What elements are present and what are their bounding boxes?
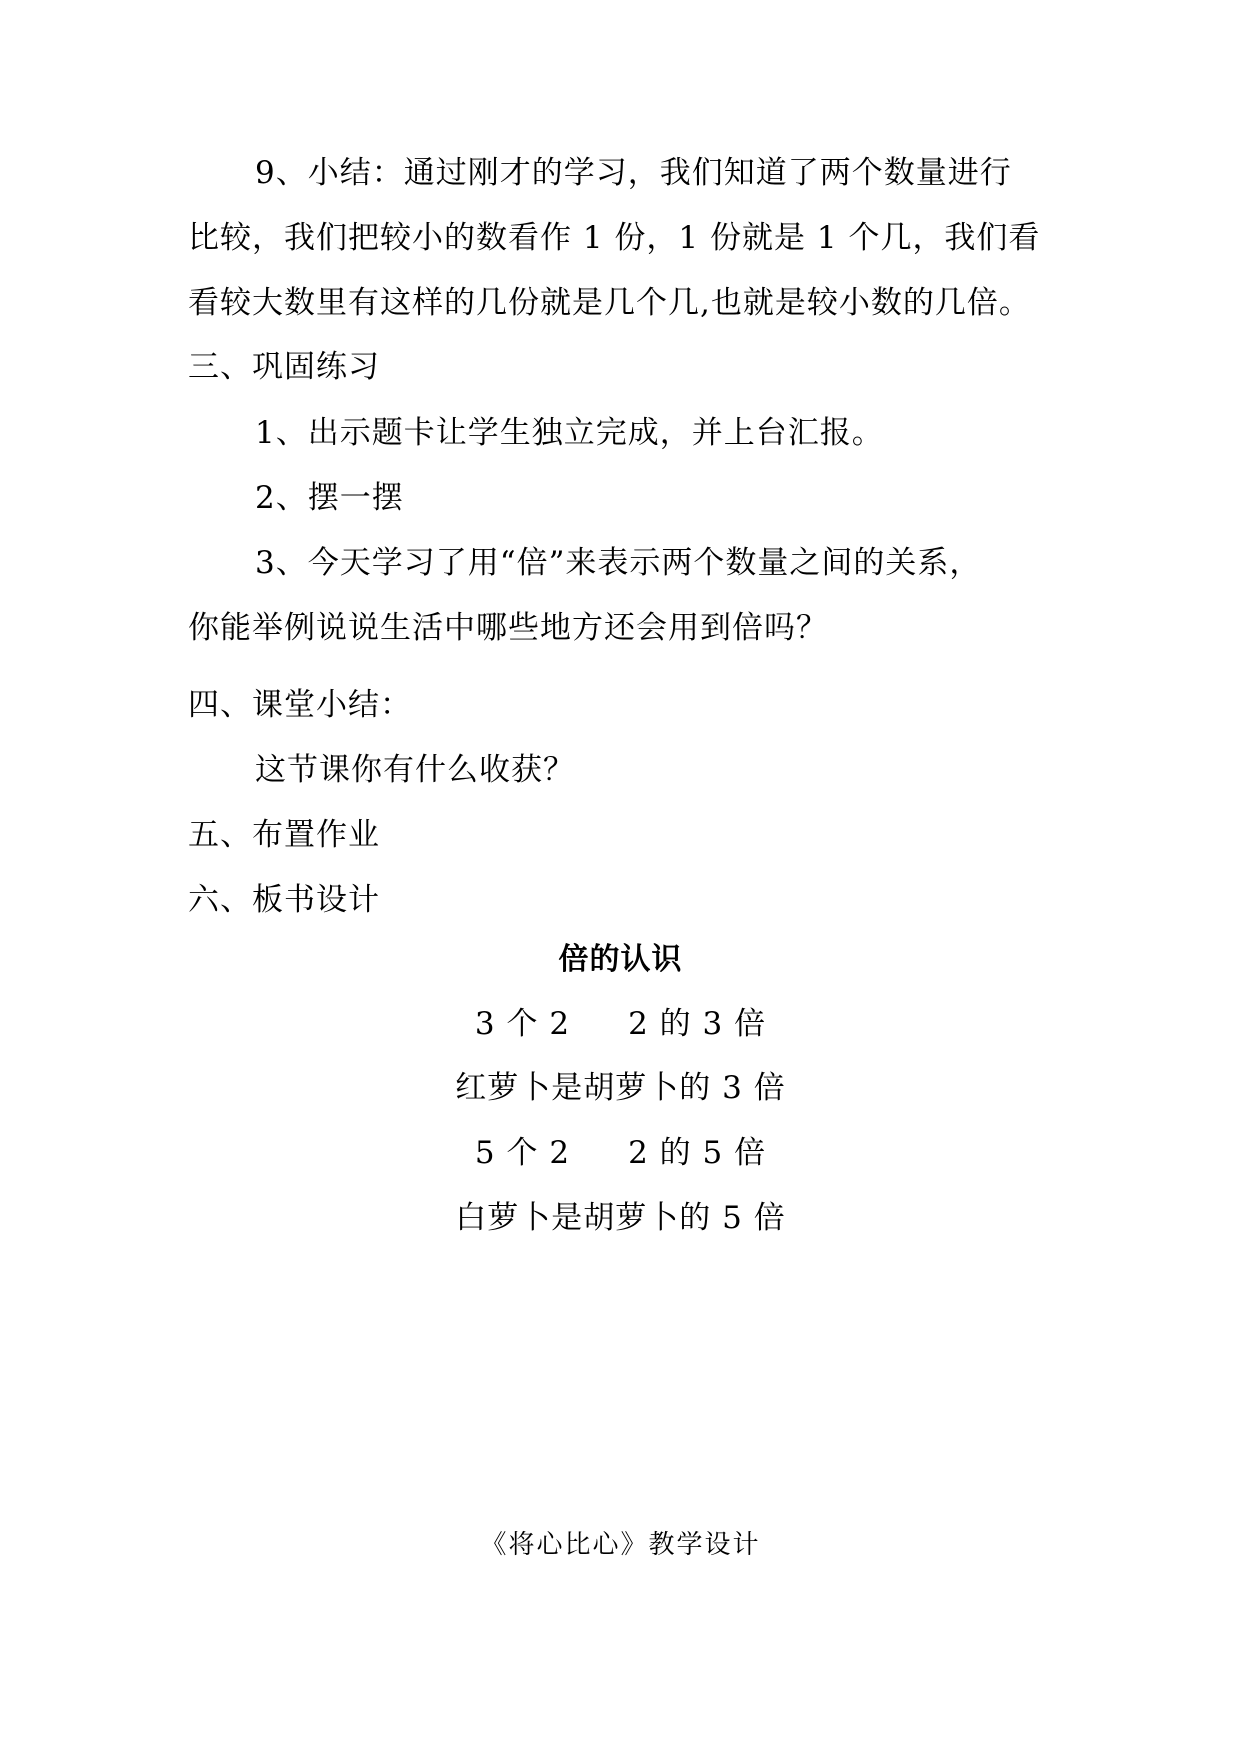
practice-item-2: 2、摆一摆: [255, 480, 404, 516]
board-row-4: 白萝卜是胡萝卜的 5 倍: [455, 1200, 786, 1236]
board-row-2: 红萝卜是胡萝卜的 3 倍: [455, 1070, 786, 1106]
section-3-heading: 三、巩固练习: [188, 349, 380, 385]
section-5-heading: 五、布置作业: [188, 817, 380, 853]
page-footer: 《将心比心》教学设计: [480, 1530, 761, 1560]
practice-item-3-line-1: 3、今天学习了用“倍”来表示两个数量之间的关系，: [255, 545, 982, 581]
board-row-1-right: 2 的 3 倍: [628, 1006, 767, 1042]
practice-item-3-line-2: 你能举例说说生活中哪些地方还会用到倍吗？: [188, 610, 828, 646]
board-row-3: [0, 1133, 1241, 1173]
board-row-1-left: 3 个 2: [474, 1006, 571, 1042]
summary-line-1: 9、小结：通过刚才的学习，我们知道了两个数量进行: [255, 155, 1012, 191]
board-row-3-right: 2 的 5 倍: [628, 1135, 767, 1171]
section-4-heading: 四、课堂小结：: [188, 687, 412, 723]
section-6-heading: 六、板书设计: [188, 882, 380, 918]
board-title: 倍的认识: [558, 942, 683, 977]
practice-item-1: 1、出示题卡让学生独立完成，并上台汇报。: [255, 415, 884, 451]
board-row-3-left: 5 个 2: [474, 1135, 571, 1171]
summary-line-3: 看较大数里有这样的几份就是几个几,也就是较小数的几倍。: [188, 285, 1031, 321]
section-4-body: 这节课你有什么收获？: [255, 752, 575, 788]
summary-line-2: 比较，我们把较小的数看作 1 份，1 份就是 1 个几，我们看: [188, 220, 1041, 256]
board-row-1: [0, 1004, 1241, 1044]
